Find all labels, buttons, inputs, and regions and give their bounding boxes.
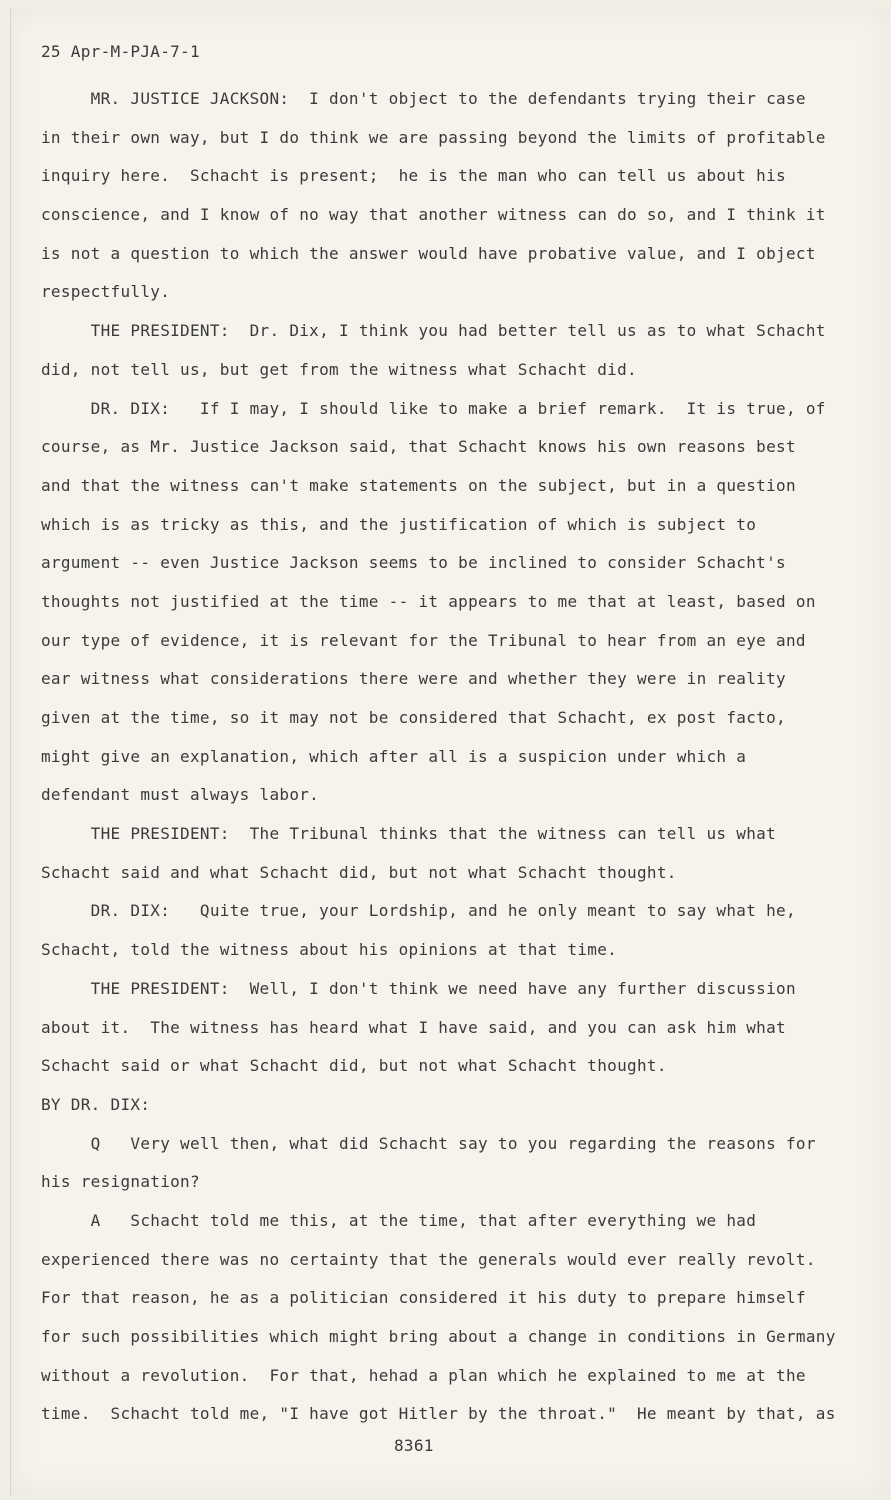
transcript-line: THE PRESIDENT: Well, I don't think we need have any further discussion (41, 978, 796, 998)
transcript-line: Schacht said or what Schacht did, but not what Schacht thought. (41, 1056, 667, 1076)
transcript-line: for such possibilities which might bring about a change in conditions in Germany (41, 1327, 836, 1346)
page-number: 8361 (394, 1436, 434, 1455)
transcript-line: Schacht, told the witness about his opinions at that time. (41, 940, 618, 960)
transcript-line: Schacht said and what Schacht did, but not what Schacht thought. (41, 862, 677, 882)
transcript-line: about it. The witness has heard what I have said, and you can ask him what (41, 1017, 786, 1037)
transcript-line: which is as tricky as this, and the justification of which is subject to (41, 514, 757, 534)
transcript-line: without a revolution. For that, hehad a plan which he explained to me at the (41, 1365, 806, 1385)
transcript-line: might give an explanation, which after all is a suspicion under which a (41, 746, 747, 766)
transcript-line: inquiry here. Schacht is present; he is the man who can tell us about his (41, 166, 786, 186)
document-page (10, 8, 889, 1496)
page-header: 25 Apr-M-PJA-7-1 (41, 42, 200, 61)
transcript-line: his resignation? (41, 1172, 200, 1192)
transcript-line: DR. DIX: Quite true, your Lordship, and he only meant to say what he, (41, 901, 796, 921)
transcript-line: experienced there was no certainty that the generals would ever really revolt. (41, 1249, 816, 1269)
transcript-line: DR. DIX: If I may, I should like to make a brief remark. It is true, of (41, 398, 826, 418)
transcript-line: time. Schacht told me, "I have got Hitler by the throat." He meant by that, as (41, 1404, 836, 1424)
transcript-line: defendant must always labor. (41, 785, 320, 805)
transcript-line: Q Very well then, what did Schacht say to you regarding the reasons for (41, 1133, 816, 1153)
transcript-body (41, 80, 836, 1434)
transcript-line: THE PRESIDENT: Dr. Dix, I think you had better tell us as to what Schacht (41, 321, 826, 341)
transcript-line: thoughts not justified at the time -- it appears to me that at least, based on (41, 591, 816, 611)
transcript-line: ear witness what considerations there were and whether they were in reality (41, 669, 786, 689)
transcript-line: and that the witness can't make statements on the subject, but in a question (41, 475, 796, 495)
transcript-line: in their own way, but I do think we are passing beyond the limits of profitable (41, 127, 826, 147)
transcript-line: our type of evidence, it is relevant for the Tribunal to hear from an eye and (41, 630, 806, 650)
transcript-line: THE PRESIDENT: The Tribunal thinks that the witness can tell us what (41, 824, 777, 844)
transcript-line: A Schacht told me this, at the time, that after everything we had (41, 1210, 757, 1230)
transcript-line: is not a question to which the answer would have probative value, and I object (41, 243, 816, 263)
transcript-line: conscience, and I know of no way that another witness can do so, and I think it (41, 205, 826, 225)
transcript-line: argument -- even Justice Jackson seems to be inclined to consider Schacht's (41, 553, 786, 573)
transcript-line: For that reason, he as a politician considered it his duty to prepare himself (41, 1288, 806, 1308)
transcript-line: course, as Mr. Justice Jackson said, that Schacht knows his own reasons best (41, 437, 796, 457)
transcript-line: did, not tell us, but get from the witness what Schacht did. (41, 359, 637, 379)
transcript-line: given at the time, so it may not be considered that Schacht, ex post facto, (41, 708, 786, 727)
transcript-line: MR. JUSTICE JACKSON: I don't object to the defendants trying their case (41, 89, 806, 108)
transcript-line: respectfully. (41, 282, 171, 302)
transcript-line: BY DR. DIX: (41, 1094, 151, 1114)
